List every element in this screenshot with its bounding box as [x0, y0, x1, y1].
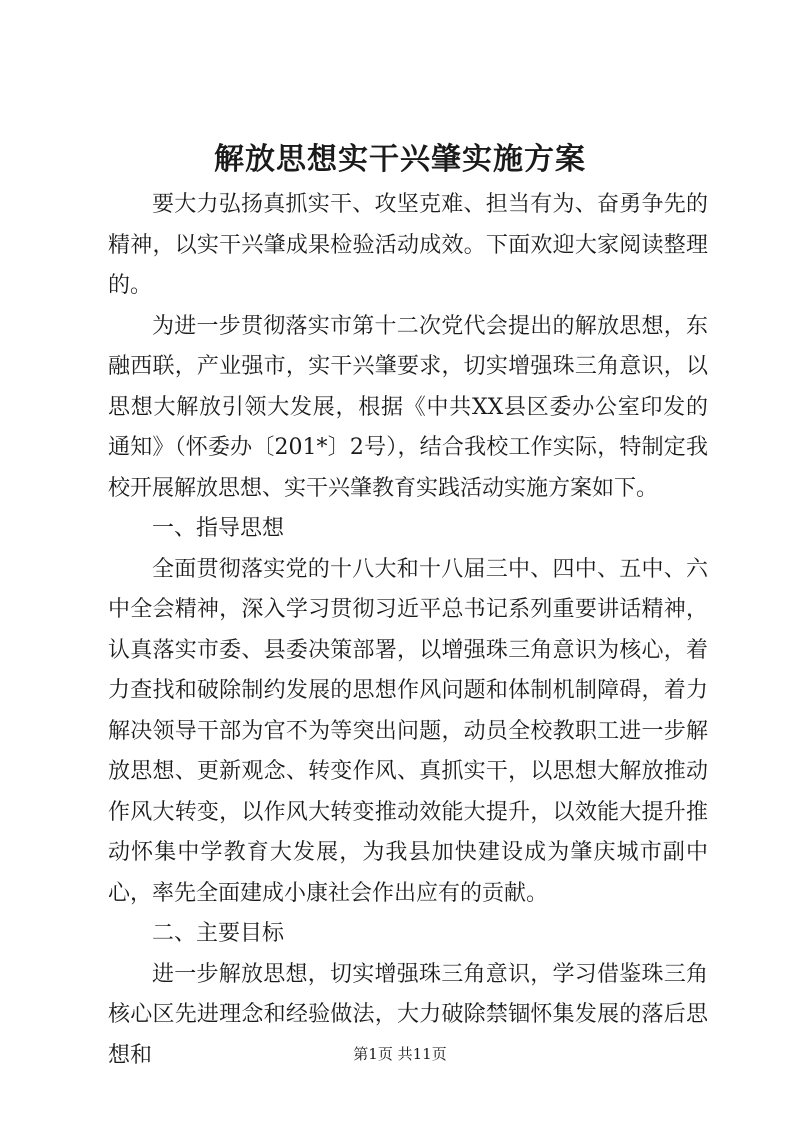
page-number-footer: 第1页 共11页	[353, 1045, 447, 1063]
purpose-paragraph: 为进一步贯彻落实市第十二次党代会提出的解放思想，东融西联，产业强市，实干兴肇要求，切实增强珠三角意识，以思想大解放引领大发展，根据《中共XX县区委办公室印发的通知》（怀委办〔201*〕2号），结合我校工作实际，特制定我校开展解放思想、实干兴肇教育实践活动实施方案如下。	[108, 313, 708, 501]
guiding-ideology-paragraph: 全面贯彻落实党的十八大和十八届三中、四中、五中、六中全会精神，深入学习贯彻习近平总书记系列重要讲话精神，认真落实市委、县委决策部署，以增强珠三角意识为核心，着力查找和破除制约发展的思想作风问题和体制机制障碍，着力解决领导干部为官不为等突出问题，动员全校教职工进一步解放思想、更新观念、转变作风、真抓实干，以思想大解放推动作风大转变，以作风大转变推动效能大提升，以效能大提升推动怀集中学教育大发展，为我县加快建设成为肇庆城市副中心，率先全面建成小康社会作出应有的贡献。	[108, 556, 708, 906]
document-title: 解放思想实干兴肇实施方案	[214, 142, 586, 177]
section-heading-guiding-ideology: 一、指导思想	[152, 516, 285, 541]
document-body	[108, 185, 708, 1076]
section-heading-main-goals: 二、主要目标	[152, 921, 285, 946]
main-goals-paragraph: 进一步解放思想，切实增强珠三角意识，学习借鉴珠三角核心区先进理念和经验做法，大力破除禁锢怀集发展的落后思想和	[108, 961, 708, 1068]
intro-paragraph: 要大力弘扬真抓实干、攻坚克难、担当有为、奋勇争先的精神，以实干兴肇成果检验活动成效。下面欢迎大家阅读整理的。	[108, 192, 708, 298]
